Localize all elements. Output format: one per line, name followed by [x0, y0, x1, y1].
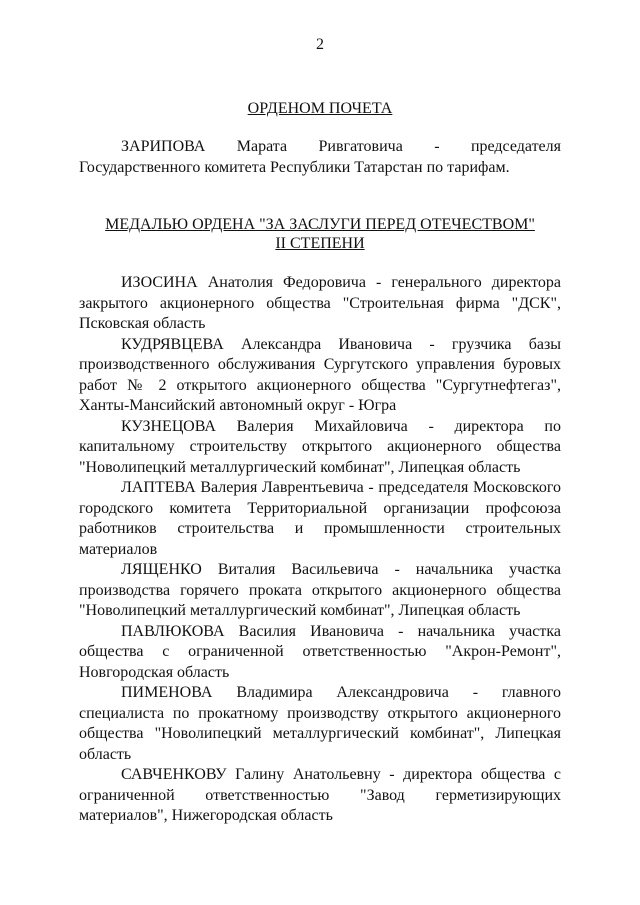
heading-line: II СТЕПЕНИ — [275, 235, 365, 252]
section-heading-medal-order-merit — [0, 215, 640, 253]
recipient-details: Галину Анатольевну - директора общества с ограниченной ответственностью "Завод герметизирующих материалов", Нижегородская область — [79, 766, 561, 824]
recipient-surname: ПАВЛЮКОВА — [121, 622, 225, 640]
recipient-surname: КУЗНЕЦОВА — [121, 417, 216, 435]
heading-line: ОРДЕНОМ ПОЧЕТА — [247, 100, 393, 117]
section-heading-order-of-honor — [0, 99, 640, 118]
award-entry — [79, 560, 561, 622]
recipient-surname: КУДРЯВЦЕВА — [121, 335, 224, 353]
award-entry — [79, 417, 561, 479]
award-list-order-of-honor — [79, 137, 561, 178]
recipient-surname: САВЧЕНКОВУ — [121, 766, 227, 783]
recipient-surname: ЛАПТЕВА — [121, 479, 196, 496]
recipient-details: Валерия Лаврентьевича - председателя Московского городского комитета Территориальной организации профсоюза работников строительства и промышленности строительных материалов — [79, 479, 562, 558]
page-number: 2 — [316, 36, 324, 53]
recipient-surname: ПИМЕНОВА — [121, 684, 213, 701]
recipient-details: Анатолия Федоровича - генерального директора закрытого акционерного общества "Строительная фирма "ДСК", Псковская область — [79, 274, 562, 332]
recipient-details: Виталия Васильевича - начальника участка производства горячего проката открытого акционерного общества "Новолипецкий металлургический комбинат", Липецкая область — [79, 561, 562, 619]
award-entry — [79, 273, 561, 335]
recipient-surname: ИЗОСИНА — [121, 274, 198, 291]
recipient-surname: ЛЯЩЕНКО — [121, 561, 202, 578]
recipient-details: Владимира Александровича - главного специалиста по прокатному производству открытого акционерного общества "Новолипецкий металлургический комбинат", Липецкая область — [79, 684, 562, 763]
award-entry — [79, 765, 561, 827]
award-entry — [79, 622, 561, 684]
recipient-details: Валерия Михайловича - директора по капитальному строительству открытого акционерного общества "Новолипецкий металлургический комбинат", Липецкая область — [79, 417, 561, 476]
recipient-details: Александра Ивановича - грузчика базы производственного обслуживания Сургутского управления буровых работ № 2 открытого акционерного общества "Сургутнефтегаз", Ханты-Мансийский автономный округ - Югра — [79, 335, 562, 414]
recipient-details: Марата Ривгатовича - председателя Государственного комитета Республики Татарстан по тарифам. — [79, 138, 562, 176]
recipient-surname: ЗАРИПОВА — [121, 138, 206, 155]
recipient-details: Василия Ивановича - начальника участка общества с ограниченной ответственностью "Акрон-Ремонт", Новгородская область — [79, 622, 561, 681]
award-entry — [79, 683, 561, 765]
award-entry — [79, 137, 561, 178]
award-entry — [79, 478, 561, 560]
award-list-medal-order-merit — [79, 273, 561, 827]
heading-line: МЕДАЛЬЮ ОРДЕНА "ЗА ЗАСЛУГИ ПЕРЕД ОТЕЧЕСТВОМ" — [105, 216, 535, 233]
award-entry — [79, 335, 561, 417]
